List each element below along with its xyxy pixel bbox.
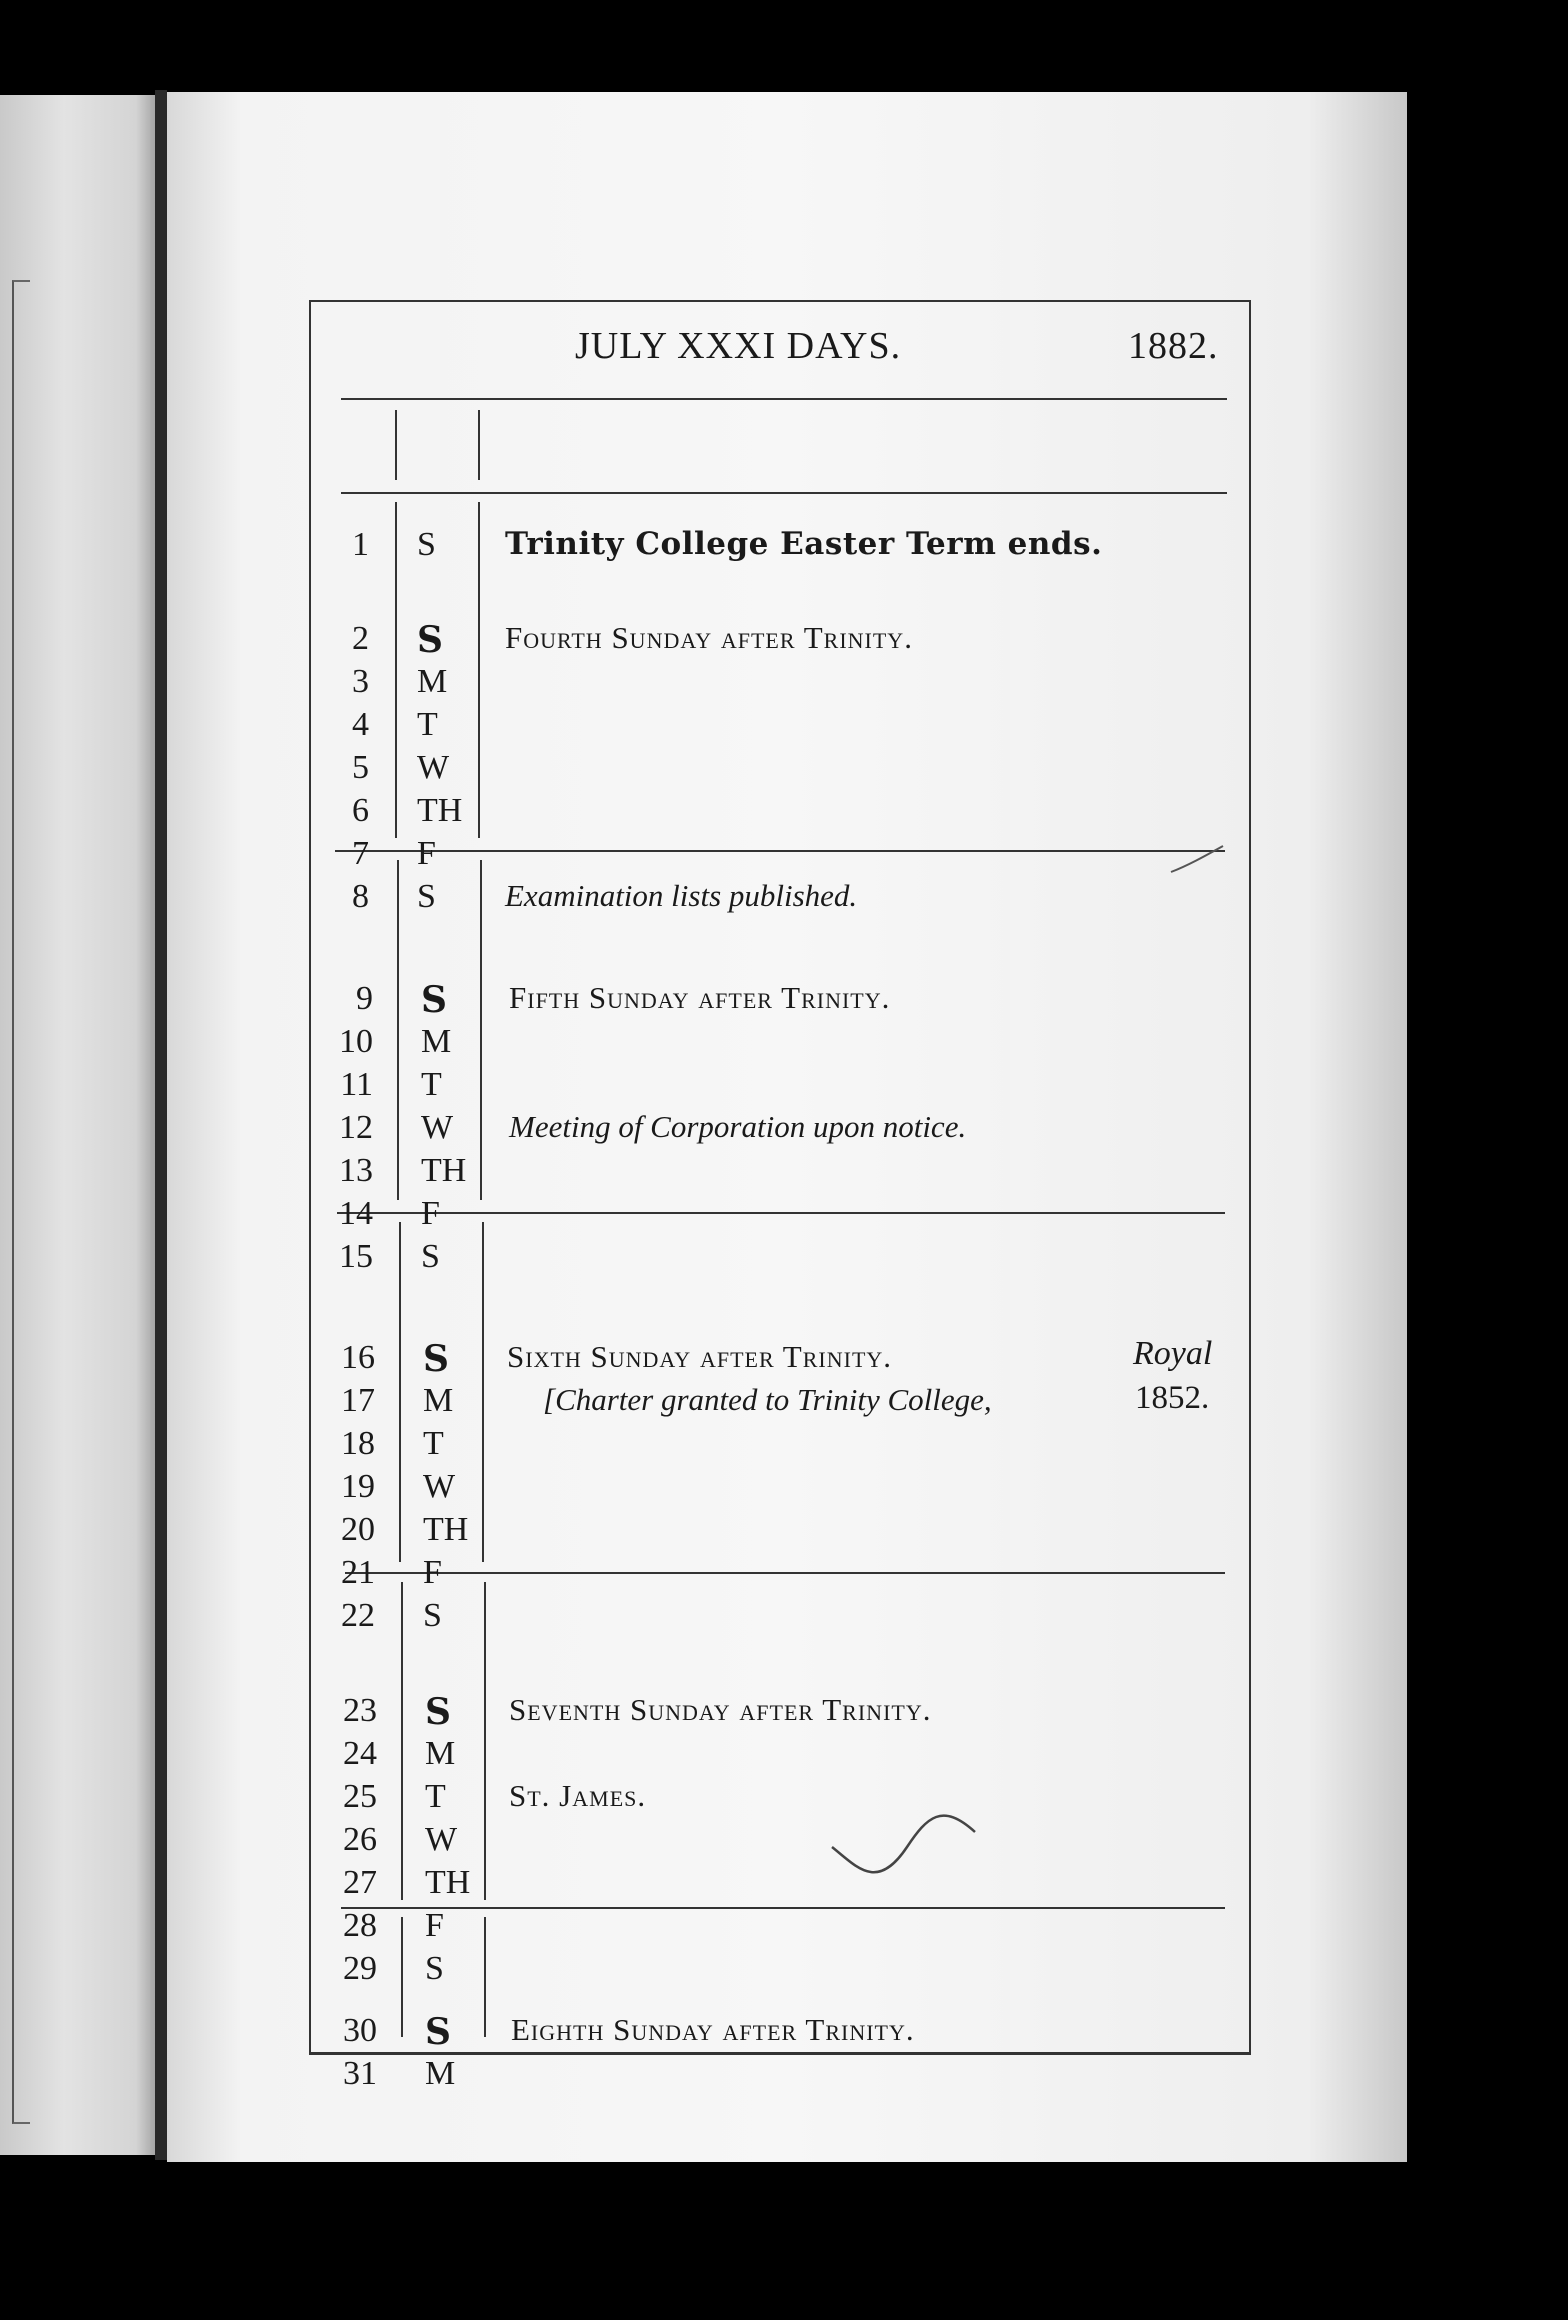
day-number: 17 [341,1382,375,1419]
day-number: 10 [339,1023,373,1060]
column-separator [484,1917,486,2037]
day-number: 2 [352,620,369,657]
week-divider [341,492,1227,494]
day-number: 1 [352,526,369,563]
calendar-event: Meeting of Corporation upon notice. [509,1109,967,1144]
day-number: 15 [339,1238,373,1275]
calendar-event: Royal [1133,1335,1213,1372]
day-of-week: S [417,878,436,915]
day-of-week: T [417,706,438,743]
day-of-week: S [423,1597,442,1634]
day-of-week: T [423,1425,444,1462]
day-number: 23 [343,1692,377,1729]
column-separator [395,502,397,838]
calendar-event: [Charter granted to Trinity College, [543,1382,992,1417]
pencil-tick-mark [1167,842,1227,882]
day-number: 5 [352,749,369,786]
day-number: 20 [341,1511,375,1548]
day-number: 13 [339,1152,373,1189]
day-number: 31 [343,2055,377,2092]
calendar-event: Seventh Sunday after Trinity. [509,1692,932,1727]
week-divider [341,1907,1225,1909]
day-number: 12 [339,1109,373,1146]
day-of-week: F [417,835,436,872]
day-number: 19 [341,1468,375,1505]
calendar-event: Trinity College Easter Term ends. [505,526,1103,562]
column-separator [401,1582,403,1900]
day-number: 18 [341,1425,375,1462]
sunday-marker: S [423,1338,449,1380]
column-separator [401,1917,403,2037]
sunday-marker: S [425,2011,451,2053]
week-divider [335,850,1225,852]
calendar-event: St. James. [509,1778,647,1813]
day-number: 22 [341,1597,375,1634]
day-of-week: M [425,1735,456,1772]
day-of-week: F [425,1907,444,1944]
column-separator [397,860,399,1200]
sunday-marker: S [417,619,443,661]
day-of-week: W [417,749,450,786]
facing-page-edge [0,95,160,2155]
column-separator [395,410,397,480]
week-divider [345,1572,1225,1574]
day-of-week: M [421,1023,452,1060]
column-separator [399,1222,401,1562]
calendar-event: Examination lists published. [505,878,858,913]
day-number: 26 [343,1821,377,1858]
year-label: 1882. [1128,325,1219,367]
column-separator [478,410,480,480]
day-of-week: M [417,663,448,700]
day-number: 14 [339,1195,373,1232]
day-of-week: T [421,1066,442,1103]
day-number: 24 [343,1735,377,1772]
calendar-event: 1852. [1135,1380,1210,1416]
day-number: 11 [340,1066,373,1103]
day-of-week: F [423,1554,442,1591]
week-divider [341,398,1227,400]
day-number: 8 [352,878,369,915]
calendar-event: Fifth Sunday after Trinity. [509,980,891,1015]
day-number: 25 [343,1778,377,1815]
day-of-week: S [425,1950,444,1987]
day-number: 7 [352,835,369,872]
facing-page-border [12,280,30,2124]
book-spine [155,90,167,2160]
day-number: 9 [356,980,373,1017]
day-of-week: S [417,526,436,563]
day-of-week: F [421,1195,440,1232]
day-of-week: TH [423,1511,469,1548]
column-separator [480,860,482,1200]
day-number: 27 [343,1864,377,1901]
day-number: 30 [343,2012,377,2049]
day-of-week: TH [417,792,463,829]
day-number: 4 [352,706,369,743]
column-separator [482,1222,484,1562]
week-divider [337,1212,1225,1214]
column-separator [484,1582,486,1900]
day-of-week: TH [425,1864,471,1901]
column-separator [478,502,480,838]
day-of-week: M [423,1382,454,1419]
day-number: 3 [352,663,369,700]
sunday-marker: S [425,1691,451,1733]
sunday-marker: S [421,979,447,1021]
day-of-week: W [421,1109,454,1146]
day-number: 28 [343,1907,377,1944]
calendar-event: Sixth Sunday after Trinity. [507,1339,893,1374]
calendar-event: Eighth Sunday after Trinity. [511,2012,915,2047]
calendar-event: Fourth Sunday after Trinity. [505,620,913,655]
day-of-week: W [423,1468,456,1505]
day-number: 21 [341,1554,375,1591]
day-number: 29 [343,1950,377,1987]
day-number: 16 [341,1339,375,1376]
pencil-squiggle-mark [827,1797,977,1887]
day-of-week: TH [421,1152,467,1189]
day-of-week: T [425,1778,446,1815]
day-number: 6 [352,792,369,829]
day-of-week: M [425,2055,456,2092]
page-title: JULY XXXI DAYS. [575,325,902,367]
calendar-page [167,92,1407,2162]
day-of-week: S [421,1238,440,1275]
day-of-week: W [425,1821,458,1858]
